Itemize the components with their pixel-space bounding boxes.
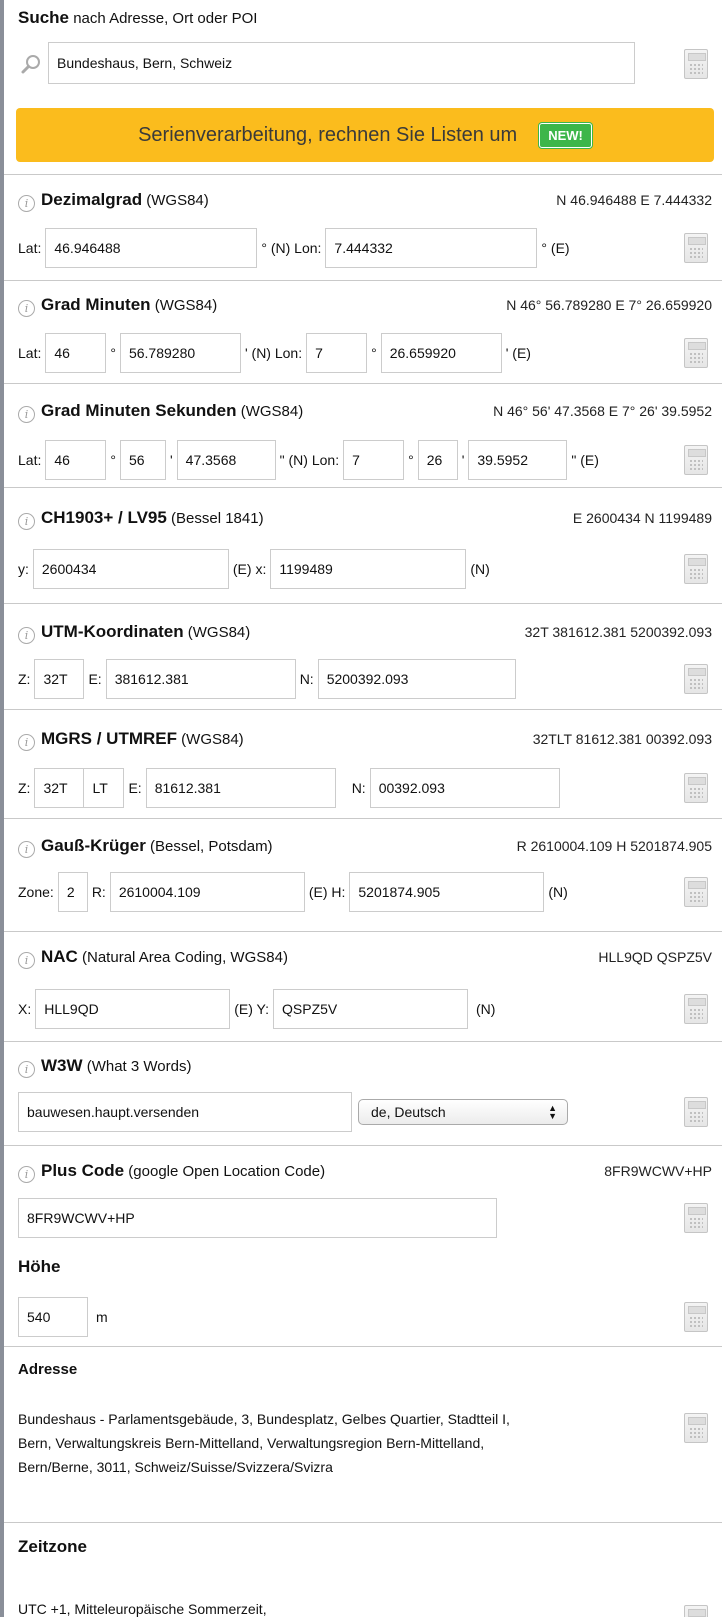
ch1903-summary: E 2600434 N 1199489 <box>572 510 712 526</box>
mgrs-square-input[interactable]: LT <box>84 768 124 808</box>
search-input[interactable]: Bundeshaus, Bern, Schweiz <box>48 42 635 84</box>
calculator-icon[interactable] <box>684 49 708 79</box>
calculator-icon[interactable] <box>684 1203 708 1233</box>
info-icon[interactable]: i <box>18 1166 35 1183</box>
info-icon[interactable]: i <box>18 1061 35 1078</box>
plus-summary: 8FR9WCWV+HP <box>604 1163 712 1179</box>
ch-y-input[interactable]: 2600434 <box>33 549 229 589</box>
search-title: Suche nach Adresse, Ort oder POI <box>18 8 258 27</box>
decimal-summary: N 46.946488 E 7.444332 <box>556 192 712 208</box>
language-select[interactable]: de, Deutsch ▲ ▼ <box>358 1099 568 1125</box>
dm-summary: N 46° 56.789280 E 7° 26.659920 <box>506 297 712 313</box>
timezone-text: UTC +1, Mitteleuropäische Sommerzeit, <box>18 1601 267 1617</box>
ch-x-input[interactable]: 1199489 <box>270 549 466 589</box>
utm-east-input[interactable]: 381612.381 <box>106 659 296 699</box>
lon-degrees-input[interactable]: 7 <box>343 440 404 480</box>
lon-minutes-input[interactable]: 26.659920 <box>381 333 502 373</box>
lon-degrees-input[interactable]: 7 <box>306 333 367 373</box>
utm-north-input[interactable]: 5200392.093 <box>318 659 516 699</box>
nac-section: i NAC (Natural Area Coding, WGS84) HLL9QD QSPZ5V X: HLL9QD (E) Y: QSPZ5V (N) <box>4 931 722 1041</box>
plus-code-input[interactable]: 8FR9WCWV+HP <box>18 1198 497 1238</box>
calculator-icon[interactable] <box>684 1605 708 1617</box>
timezone-title: Zeitzone <box>18 1537 87 1556</box>
converter-form <box>4 0 722 1617</box>
calculator-icon[interactable] <box>684 445 708 475</box>
batch-processing-banner[interactable]: Serienverarbeitung, rechnen Sie Listen um NEW! <box>16 108 714 162</box>
new-badge: NEW! <box>539 123 592 148</box>
utm-summary: 32T 381612.381 5200392.093 <box>524 624 712 640</box>
nac-y-input[interactable]: QSPZ5V <box>273 989 468 1029</box>
info-icon[interactable]: i <box>18 195 35 212</box>
utm-zone-input[interactable]: 32T <box>34 659 84 699</box>
altitude-input[interactable]: 540 <box>18 1297 88 1337</box>
lon-input[interactable]: 7.444332 <box>325 228 537 268</box>
calculator-icon[interactable] <box>684 994 708 1024</box>
mgrs-east-input[interactable]: 81612.381 <box>146 768 336 808</box>
mgrs-section: i MGRS / UTMREF (WGS84) 32TLT 81612.381 00392.093 Z: 32T LT E: 81612.381 N: 00392.093 <box>4 709 722 818</box>
degree-minutes-section: i Grad Minuten (WGS84) N 46° 56.789280 E 7° 26.659920 Lat: 46 ° 56.789280 ' (N) Lon: 7 ° 26.659920 ' (E) <box>4 280 722 383</box>
info-icon[interactable]: i <box>18 300 35 317</box>
w3w-section: i W3W (What 3 Words) bauwesen.haupt.versenden de, Deutsch ▲ ▼ <box>4 1041 722 1145</box>
lon-seconds-input[interactable]: 39.5952 <box>468 440 567 480</box>
lat-degrees-input[interactable]: 46 <box>45 333 106 373</box>
address-section <box>4 1346 722 1522</box>
calculator-icon[interactable] <box>684 554 708 584</box>
gk-zone-input[interactable]: 2 <box>58 872 88 912</box>
info-icon[interactable]: i <box>18 406 35 423</box>
timezone-section <box>4 1522 722 1617</box>
search-section <box>4 0 722 174</box>
select-arrows-icon: ▲ ▼ <box>548 1103 557 1121</box>
calculator-icon[interactable] <box>684 1413 708 1443</box>
lat-input[interactable]: 46.946488 <box>45 228 257 268</box>
plus-code-section: i Plus Code (google Open Location Code) 8FR9WCWV+HP 8FR9WCWV+HP <box>4 1145 722 1251</box>
gauss-krueger-section: i Gauß-Krüger (Bessel, Potsdam) R 2610004.109 H 5201874.905 Zone: 2 R: 2610004.109 (E) H: 5201874.905 (N) <box>4 818 722 931</box>
utm-section: i UTM-Koordinaten (WGS84) 32T 381612.381 5200392.093 Z: 32T E: 381612.381 N: 5200392.093 <box>4 603 722 709</box>
altitude-section: Höhe 540 m <box>4 1251 722 1346</box>
calculator-icon[interactable] <box>684 338 708 368</box>
search-icon[interactable] <box>20 53 42 75</box>
lat-minutes-input[interactable]: 56 <box>120 440 166 480</box>
calculator-icon[interactable] <box>684 233 708 263</box>
altitude-title: Höhe <box>18 1257 61 1276</box>
address-title: Adresse <box>18 1361 78 1378</box>
lat-degrees-input[interactable]: 46 <box>45 440 106 480</box>
calculator-icon[interactable] <box>684 664 708 694</box>
lat-seconds-input[interactable]: 47.3568 <box>177 440 276 480</box>
address-text: Bundeshaus - Parlamentsgebäude, 3, Bundesplatz, Gelbes Quartier, Stadtteil I, Bern, Verwaltungskreis Bern-Mittelland, Verwaltungsregion Bern-Mittelland, Bern/Berne, 3011, Schweiz/Suisse/Svizzera/Svizra <box>18 1411 510 1475</box>
nac-x-input[interactable]: HLL9QD <box>35 989 230 1029</box>
gk-h-input[interactable]: 5201874.905 <box>349 872 544 912</box>
gk-summary: R 2610004.109 H 5201874.905 <box>516 838 712 854</box>
info-icon[interactable]: i <box>18 734 35 751</box>
info-icon[interactable]: i <box>18 952 35 969</box>
decimal-degrees-section: i Dezimalgrad (WGS84) N 46.946488 E 7.444332 Lat: 46.946488 ° (N) Lon: 7.444332 ° (E) <box>4 174 722 280</box>
info-icon[interactable]: i <box>18 841 35 858</box>
calculator-icon[interactable] <box>684 1302 708 1332</box>
gk-r-input[interactable]: 2610004.109 <box>110 872 305 912</box>
calculator-icon[interactable] <box>684 773 708 803</box>
calculator-icon[interactable] <box>684 877 708 907</box>
dms-summary: N 46° 56' 47.3568 E 7° 26' 39.5952 <box>493 403 712 419</box>
info-icon[interactable]: i <box>18 513 35 530</box>
ch1903-section: i CH1903+ / LV95 (Bessel 1841) E 2600434 N 1199489 y: 2600434 (E) x: 1199489 (N) <box>4 487 722 603</box>
lon-minutes-input[interactable]: 26 <box>418 440 458 480</box>
lat-minutes-input[interactable]: 56.789280 <box>120 333 241 373</box>
nac-summary: HLL9QD QSPZ5V <box>598 949 712 965</box>
info-icon[interactable]: i <box>18 627 35 644</box>
w3w-input[interactable]: bauwesen.haupt.versenden <box>18 1092 352 1132</box>
calculator-icon[interactable] <box>684 1097 708 1127</box>
dms-section: i Grad Minuten Sekunden (WGS84) N 46° 56' 47.3568 E 7° 26' 39.5952 Lat: 46 ° 56 ' 47.3568 " (N) Lon: 7 ° 26 ' 39.5952 " (E) <box>4 383 722 487</box>
mgrs-north-input[interactable]: 00392.093 <box>370 768 560 808</box>
mgrs-zone-input[interactable]: 32T <box>34 768 84 808</box>
mgrs-summary: 32TLT 81612.381 00392.093 <box>532 731 712 747</box>
